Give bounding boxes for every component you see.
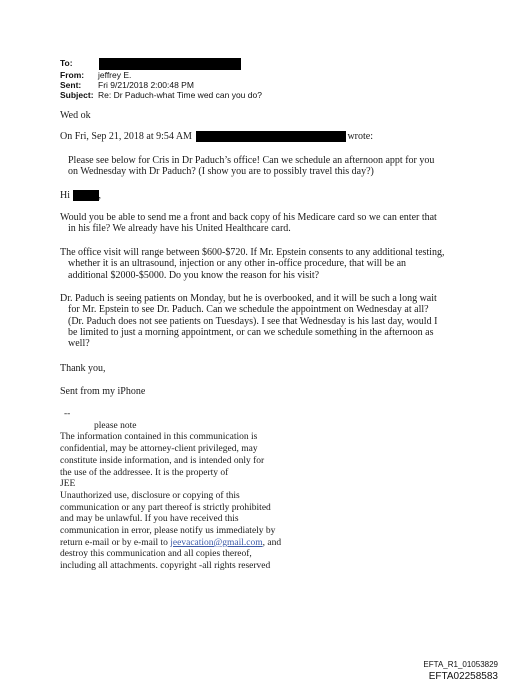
paragraph-line: on Wednesday with Dr Paduch? (I show you are to possibly travel this day?) xyxy=(68,166,374,178)
signature-line xyxy=(60,538,281,550)
signature-line: Unauthorized use, disclosure or copying of this xyxy=(60,490,240,501)
paragraph-line: in his file? We already have his United Healthcare card. xyxy=(68,223,291,235)
redaction-name xyxy=(73,190,99,201)
thanks-text: Thank you, xyxy=(60,363,106,374)
signature-line: communication or any part thereof is strictly prohibited xyxy=(60,502,271,513)
signature-line: JEE xyxy=(60,479,76,490)
signature-line: constitute inside information, and is intended only for xyxy=(60,455,265,466)
paragraph-line: for Mr. Epstein to see Dr. Paduch. Can we schedule the appointment on Wednesday at all? xyxy=(68,304,429,316)
redaction-sender xyxy=(196,131,346,142)
header-subject-row xyxy=(60,90,262,100)
paragraph-line: additional $2000-$5000. Do you know the reason for his visit? xyxy=(68,269,320,281)
greeting-comma: , xyxy=(98,190,101,201)
signature-line-text: , and xyxy=(262,537,282,548)
signature-dashes: -- xyxy=(64,409,71,419)
signature-line: destroy this communication and all copies thereof, xyxy=(60,549,252,560)
signature-line-text: return e-mail or by e-mail to xyxy=(60,537,168,548)
paragraph-line: (Dr. Paduch does not see patients on Tuesdays). I see that Wednesday is his last day, would I xyxy=(68,315,438,327)
header-sent-row xyxy=(60,80,194,90)
quote-intro-date: On Fri, Sep 21, 2018 at 9:54 AM xyxy=(60,131,192,142)
paragraph-4 xyxy=(60,293,437,349)
quote-intro-wrote: wrote: xyxy=(347,131,373,142)
signature-please-note: please note xyxy=(94,420,137,431)
paragraph-line: well? xyxy=(68,338,90,350)
paragraph-line: Would you be able to send me a front and back copy of his Medicare card so we can enter that xyxy=(60,212,437,223)
sent-from-text: Sent from my iPhone xyxy=(60,386,146,397)
header-to-row xyxy=(60,58,241,70)
signature-line: and may be unlawful. If you have received this xyxy=(60,514,239,525)
to-label: To: xyxy=(60,58,73,69)
greeting xyxy=(60,190,101,201)
header-from-row xyxy=(60,70,131,80)
redaction-to xyxy=(99,58,241,70)
paragraph-line: Dr. Paduch is seeing patients on Monday, but he is overbooked, and it will be such a long wait xyxy=(60,293,437,304)
paragraph-line: whether it is an ultrasound, injection or any other in-office procedure, that will be an xyxy=(68,258,407,270)
signature-line: the use of the addressee. It is the property of xyxy=(60,467,229,478)
from-value: jeffrey E. xyxy=(98,70,132,80)
doc-id: EFTA_R1_01053829 xyxy=(423,660,498,669)
reply-text: Wed ok xyxy=(60,110,91,121)
paragraph-2 xyxy=(60,212,437,235)
paragraph-1 xyxy=(68,155,434,178)
signature-line: confidential, may be attorney-client privileged, may xyxy=(60,444,258,455)
paragraph-line: be limited to just a morning appointment, or can we schedule something in the afternoon as xyxy=(68,326,434,338)
signature-block xyxy=(60,409,281,573)
paragraph-3 xyxy=(60,247,444,281)
signature-line: The information contained in this communication is xyxy=(60,432,258,443)
email-link[interactable]: jeevacation@gmail.com xyxy=(170,537,263,548)
greeting-hi: Hi xyxy=(60,190,70,201)
sent-label: Sent: xyxy=(60,80,82,90)
paragraph-line: Please see below for Cris in Dr Paduch’s office! Can we schedule an afternoon appt for you xyxy=(68,155,435,166)
from-label: From: xyxy=(60,70,85,80)
subject-value: Re: Dr Paduch-what Time wed can you do? xyxy=(98,90,262,100)
signature-line: communication in error, please notify us immediately by xyxy=(60,526,276,537)
quote-intro xyxy=(60,131,373,142)
signature-line: including all attachments. copyright -all rights reserved xyxy=(60,561,271,572)
paragraph-line: The office visit will range between $600-$720. If Mr. Epstein consents to any additional testing, xyxy=(60,247,445,258)
subject-label: Subject: xyxy=(60,90,94,100)
bates-number: EFTA02258583 xyxy=(428,671,498,682)
sent-value: Fri 9/21/2018 2:00:48 PM xyxy=(98,80,194,90)
